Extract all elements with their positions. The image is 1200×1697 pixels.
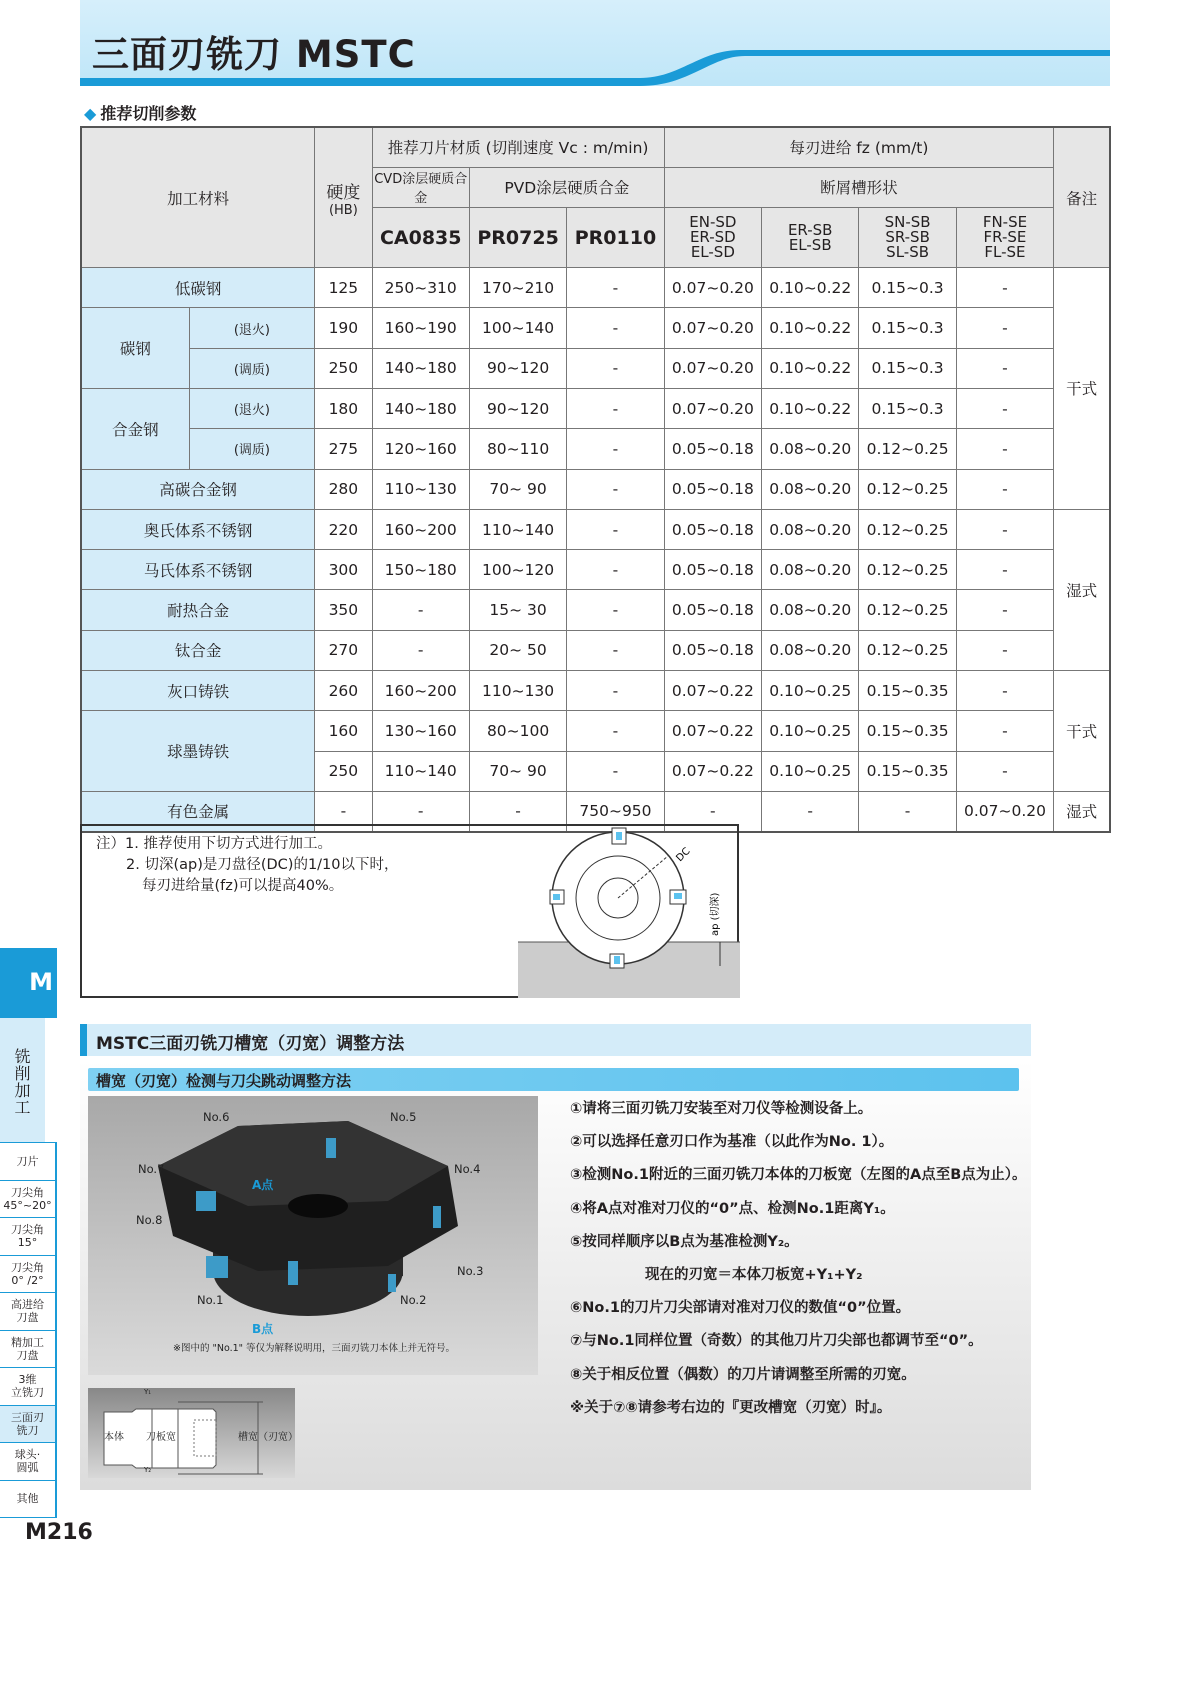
table-row (81, 388, 1110, 428)
table-row (81, 630, 1110, 670)
feed-per-tooth: 0.10~0.22 (762, 388, 859, 428)
feed-per-tooth: 0.12~0.25 (859, 509, 956, 549)
hardness-value: 270 (315, 630, 372, 670)
cutting-speed: - (567, 429, 664, 469)
feed-per-tooth: 0.05~0.18 (664, 590, 761, 630)
label-no7: No.7 (138, 1162, 165, 1176)
cutting-speed: 160~190 (372, 308, 469, 348)
feed-per-tooth: 0.07~0.22 (664, 671, 761, 711)
material-name: 马氏体系不锈钢 (81, 550, 315, 590)
cutting-speed: 110~130 (469, 671, 566, 711)
material-condition: (退火) (189, 308, 315, 348)
table-row (81, 550, 1110, 590)
page-title: 三面刃铣刀 MSTC (92, 33, 416, 76)
label-no1: No.1 (197, 1293, 224, 1307)
grade-pr0110: PR0110 (567, 208, 664, 268)
table-row (81, 711, 1110, 751)
feed-per-tooth: - (956, 308, 1053, 348)
table-row (81, 348, 1110, 388)
hardness-value: 125 (315, 268, 372, 308)
note-3: 每刃进给量(fz)可以提高40%。 (142, 878, 344, 894)
chipbreaker-name: ER-SD (689, 228, 736, 247)
chipbreaker-name: FR-SE (983, 228, 1027, 247)
chipbreaker-header (859, 208, 956, 268)
table-row (81, 308, 1110, 348)
side-nav-item[interactable]: 三面刃 铣刀 (0, 1406, 55, 1444)
cutting-speed: 20~ 50 (469, 630, 566, 670)
cutting-speed: 120~160 (372, 429, 469, 469)
label-no5: No.5 (390, 1110, 417, 1124)
step-7: ⑦与No.1同样位置（奇数）的其他刀片刀尖部也都调节至“0”。 (570, 1333, 983, 1350)
cutting-speed: - (567, 348, 664, 388)
hardness-value: 280 (315, 469, 372, 509)
material-name: 奥氏体系不锈钢 (81, 509, 315, 549)
label-point-b: B点 (252, 1322, 274, 1336)
chipbreaker-name: EL-SB (788, 235, 832, 254)
hardness-label: 硬度 (326, 182, 361, 203)
material-name: 球墨铸铁 (81, 711, 315, 792)
step-6: ⑥No.1的刀片刀尖部请对准对刀仪的数值“0”位置。 (570, 1300, 911, 1317)
chipbreaker-name: FL-SE (984, 243, 1026, 262)
chipbreaker-name: ER-SB (787, 220, 833, 239)
label-y2: Y₂ (144, 1466, 152, 1474)
feed-per-tooth: 0.12~0.25 (859, 550, 956, 590)
cutter-figure (88, 1096, 538, 1375)
diamond-icon: ◆ (84, 104, 97, 123)
feed-per-tooth: 0.07~0.22 (664, 711, 761, 751)
table-row (81, 429, 1110, 469)
feed-per-tooth: - (956, 388, 1053, 428)
width-formula: 现在的刃宽＝本体刀板宽+Y₁+Y₂ (645, 1267, 863, 1284)
feed-per-tooth: 0.05~0.18 (664, 469, 761, 509)
page-number: M216 (25, 1520, 93, 1545)
remark: 干式 (1054, 268, 1110, 510)
feed-per-tooth: 0.15~0.35 (859, 711, 956, 751)
material-name: 灰口铸铁 (81, 671, 315, 711)
cutter-illustration (88, 1096, 538, 1375)
cutting-speed: 70~ 90 (469, 751, 566, 791)
hardness-value: 160 (315, 711, 372, 751)
adjust-steps (570, 1093, 1027, 1425)
label-no8: No.8 (136, 1213, 163, 1227)
hardness-value: - (315, 791, 372, 831)
feed-per-tooth: 0.07~0.22 (664, 751, 761, 791)
side-category-label: 铣削加工 (14, 1047, 31, 1117)
feed-per-tooth: 0.07~0.20 (956, 791, 1053, 831)
remark: 湿式 (1054, 791, 1110, 831)
material-name: 有色金属 (81, 791, 315, 831)
chipbreaker-name: FN-SE (982, 213, 1028, 232)
feed-per-tooth: 0.10~0.22 (762, 308, 859, 348)
step-2: ②可以选择任意刃口作为基准（以此作为No. 1）。 (570, 1134, 894, 1151)
feed-per-tooth: 0.05~0.18 (664, 509, 761, 549)
feed-per-tooth: - (956, 550, 1053, 590)
material-condition: (调质) (189, 429, 315, 469)
hardness-value: 260 (315, 671, 372, 711)
feed-per-tooth: - (956, 268, 1053, 308)
side-nav-item[interactable]: 球头· 圆弧 (0, 1443, 55, 1481)
material-name: 高碳合金钢 (81, 469, 315, 509)
hardness-value: 220 (315, 509, 372, 549)
cutting-speed: - (372, 630, 469, 670)
feed-per-tooth: 0.12~0.25 (859, 630, 956, 670)
cutting-speed: 70~ 90 (469, 469, 566, 509)
header-remark: 备注 (1054, 127, 1110, 268)
feed-per-tooth: 0.05~0.18 (664, 429, 761, 469)
step-5: ⑤按同样顺序以B点为基准检测Y₂。 (570, 1233, 799, 1250)
feed-per-tooth: 0.07~0.20 (664, 388, 761, 428)
step-4: ④将A点对准对刀仪的“0”点、检测No.1距离Y₁。 (570, 1200, 895, 1217)
feed-per-tooth: - (956, 711, 1053, 751)
side-nav-item[interactable]: 精加工 刀盘 (0, 1331, 55, 1369)
hardness-value: 350 (315, 590, 372, 630)
feed-per-tooth: - (762, 791, 859, 831)
side-nav-list (0, 1142, 57, 1518)
side-nav-item[interactable]: 刀尖角 45°~20° (0, 1181, 55, 1219)
label-body: 本体 (104, 1432, 124, 1443)
feed-per-tooth: 0.12~0.25 (859, 429, 956, 469)
side-nav-item[interactable]: 3维 立铣刀 (0, 1368, 55, 1406)
feed-per-tooth: 0.05~0.18 (664, 550, 761, 590)
side-nav-item[interactable]: 刀尖角 15° (0, 1218, 55, 1256)
hardness-value: 250 (315, 348, 372, 388)
figure-caption: ※图中的 "No.1" 等仅为解释说明用，三面刃铣刀本体上并无符号。 (173, 1343, 456, 1354)
cutting-speed: 130~160 (372, 711, 469, 751)
chipbreaker-name: EL-SD (690, 243, 735, 262)
side-nav-item[interactable]: 刀片 (0, 1143, 55, 1181)
header-pvd: PVD涂层硬质合金 (469, 167, 664, 207)
section-heading-text: 推荐切削参数 (100, 104, 197, 123)
chipbreaker-header (762, 208, 859, 268)
cutting-speed: - (567, 711, 664, 751)
hardness-value: 250 (315, 751, 372, 791)
cutting-speed: 80~100 (469, 711, 566, 751)
feed-per-tooth: 0.15~0.3 (859, 388, 956, 428)
feed-per-tooth: 0.10~0.25 (762, 751, 859, 791)
cutting-params-table (80, 126, 1111, 833)
chipbreaker-name: SR-SB (885, 228, 930, 247)
header-cvd: CVD涂层硬质合金 (372, 167, 469, 207)
material-name: 低碳钢 (81, 268, 315, 308)
cutting-speed: - (567, 671, 664, 711)
side-nav-item[interactable]: 高进给 刀盘 (0, 1293, 55, 1331)
feed-per-tooth: 0.15~0.35 (859, 671, 956, 711)
hardness-value: 300 (315, 550, 372, 590)
feed-per-tooth: 0.10~0.25 (762, 711, 859, 751)
label-no4: No.4 (454, 1162, 481, 1176)
cutting-speed: - (372, 791, 469, 831)
grade-ca0835: CA0835 (372, 208, 469, 268)
feed-per-tooth: - (956, 469, 1053, 509)
cutting-speed: 160~200 (372, 509, 469, 549)
cutting-speed: - (567, 550, 664, 590)
label-slot-width: 槽宽（刃宽） (238, 1432, 298, 1443)
feed-per-tooth: 0.08~0.20 (762, 630, 859, 670)
ap-label: ap (切深) (710, 892, 721, 936)
step-3: ③检测No.1附近的三面刃铣刀本体的刀板宽（左图的A点至B点为止）。 (570, 1167, 1027, 1184)
chipbreaker-name: SL-SB (886, 243, 930, 262)
cutting-speed: 80~110 (469, 429, 566, 469)
side-nav-item[interactable]: 其他 (0, 1481, 55, 1519)
cutting-speed: 140~180 (372, 388, 469, 428)
feed-per-tooth: 0.08~0.20 (762, 550, 859, 590)
step-1: ①请将三面刃铣刀安装至对刀仪等检测设备上。 (570, 1101, 873, 1117)
feed-per-tooth: 0.08~0.20 (762, 469, 859, 509)
cutting-speed: 100~120 (469, 550, 566, 590)
cutting-speed: - (567, 509, 664, 549)
cutting-speed: 110~140 (469, 509, 566, 549)
section-heading-params (84, 101, 196, 124)
feed-per-tooth: - (956, 429, 1053, 469)
feed-per-tooth: 0.08~0.20 (762, 590, 859, 630)
feed-per-tooth: - (956, 348, 1053, 388)
cutting-speed: 15~ 30 (469, 590, 566, 630)
feed-per-tooth: - (956, 751, 1053, 791)
feed-per-tooth: 0.10~0.25 (762, 671, 859, 711)
feed-per-tooth: - (956, 630, 1053, 670)
label-point-a: A点 (252, 1178, 274, 1192)
header-material: 加工材料 (81, 127, 315, 268)
chipbreaker-header (664, 208, 761, 268)
cutting-speed: 750~950 (567, 791, 664, 831)
cutting-speed: - (567, 630, 664, 670)
side-nav-item[interactable]: 刀尖角 0° /2° (0, 1256, 55, 1294)
cutting-speed: - (567, 268, 664, 308)
note-2: 2. 切深(ap)是刀盘径(DC)的1/10以下时， (126, 857, 399, 873)
remark: 干式 (1054, 671, 1110, 792)
hardness-value: 180 (315, 388, 372, 428)
feed-per-tooth: - (956, 509, 1053, 549)
feed-per-tooth: - (956, 671, 1053, 711)
hardness-unit: (HB) (328, 202, 358, 218)
hardness-value: 275 (315, 429, 372, 469)
feed-per-tooth: 0.15~0.3 (859, 308, 956, 348)
header-insert-grade: 推荐刀片材质 (切削速度 Vc : m/min) (372, 127, 664, 167)
cutting-speed: - (372, 590, 469, 630)
feed-per-tooth: 0.15~0.35 (859, 751, 956, 791)
feed-per-tooth: - (956, 590, 1053, 630)
table-row (81, 590, 1110, 630)
material-name: 碳钢 (81, 308, 189, 389)
feed-per-tooth: 0.08~0.20 (762, 509, 859, 549)
cutting-speed: 90~120 (469, 348, 566, 388)
dc-label: DC (674, 845, 693, 865)
chipbreaker-name: SN-SB (884, 213, 931, 232)
cutting-speed: - (567, 388, 664, 428)
cutting-speed: 150~180 (372, 550, 469, 590)
cutting-speed: - (469, 791, 566, 831)
cutting-speed: 140~180 (372, 348, 469, 388)
cutting-speed: 250~310 (372, 268, 469, 308)
material-name: 耐热合金 (81, 590, 315, 630)
feed-per-tooth: 0.12~0.25 (859, 590, 956, 630)
cutting-speed: - (567, 590, 664, 630)
header-chipbreaker: 断屑槽形状 (664, 167, 1054, 207)
section-heading-adjust: MSTC三面刃铣刀槽宽（刃宽）调整方法 (80, 1024, 1031, 1056)
cutting-speed: 100~140 (469, 308, 566, 348)
label-no2: No.2 (400, 1293, 427, 1307)
feed-per-tooth: 0.12~0.25 (859, 469, 956, 509)
cutting-speed: - (567, 751, 664, 791)
feed-per-tooth: 0.15~0.3 (859, 268, 956, 308)
step-8: ⑧关于相反位置（偶数）的刀片请调整至所需的刃宽。 (570, 1366, 916, 1383)
cutting-speed: - (567, 469, 664, 509)
feed-per-tooth: 0.05~0.18 (664, 630, 761, 670)
label-plate-width: 刀板宽 (146, 1432, 176, 1443)
cutting-speed: - (567, 308, 664, 348)
feed-per-tooth: - (664, 791, 761, 831)
down-milling-diagram (518, 826, 740, 998)
header-hardness (315, 127, 372, 268)
chipbreaker-name: EN-SD (689, 213, 737, 232)
feed-per-tooth: 0.08~0.20 (762, 429, 859, 469)
cutting-speed: 90~120 (469, 388, 566, 428)
subheading-adjust: 槽宽（刃宽）检测与刀尖跳动调整方法 (88, 1068, 1019, 1091)
cutting-speed: 160~200 (372, 671, 469, 711)
label-no3: No.3 (457, 1264, 484, 1278)
table-row (81, 671, 1110, 711)
cutting-speed: 110~130 (372, 469, 469, 509)
notes-box (80, 824, 739, 998)
feed-per-tooth: 0.15~0.3 (859, 348, 956, 388)
feed-per-tooth: 0.10~0.22 (762, 348, 859, 388)
label-no6: No.6 (203, 1110, 230, 1124)
label-y1: Y₁ (144, 1388, 152, 1396)
table-row (81, 509, 1110, 549)
material-condition: (调质) (189, 348, 315, 388)
table-body (81, 268, 1110, 832)
slot-width-figure (88, 1388, 298, 1478)
remark: 湿式 (1054, 509, 1110, 670)
hardness-value: 190 (315, 308, 372, 348)
feed-per-tooth: 0.07~0.20 (664, 308, 761, 348)
note-1: 注）1. 推荐使用下切方式进行加工。 (96, 836, 332, 852)
side-tab-m[interactable]: M (0, 948, 57, 1018)
material-name: 合金钢 (81, 388, 189, 469)
feed-per-tooth: 0.07~0.20 (664, 268, 761, 308)
material-name: 钛合金 (81, 630, 315, 670)
step-note: ※关于⑦⑧请参考右边的『更改槽宽（刃宽）时』。 (570, 1399, 892, 1416)
cutting-speed: 110~140 (372, 751, 469, 791)
feed-per-tooth: 0.10~0.22 (762, 268, 859, 308)
grade-pr0725: PR0725 (469, 208, 566, 268)
side-category-milling (0, 1018, 45, 1142)
feed-per-tooth: - (859, 791, 956, 831)
chipbreaker-header (956, 208, 1053, 268)
header-feed: 每刃进给 fz (mm/t) (664, 127, 1054, 167)
table-row (81, 268, 1110, 308)
material-condition: (退火) (189, 388, 315, 428)
cutting-speed: 170~210 (469, 268, 566, 308)
table-row (81, 469, 1110, 509)
feed-per-tooth: 0.07~0.20 (664, 348, 761, 388)
